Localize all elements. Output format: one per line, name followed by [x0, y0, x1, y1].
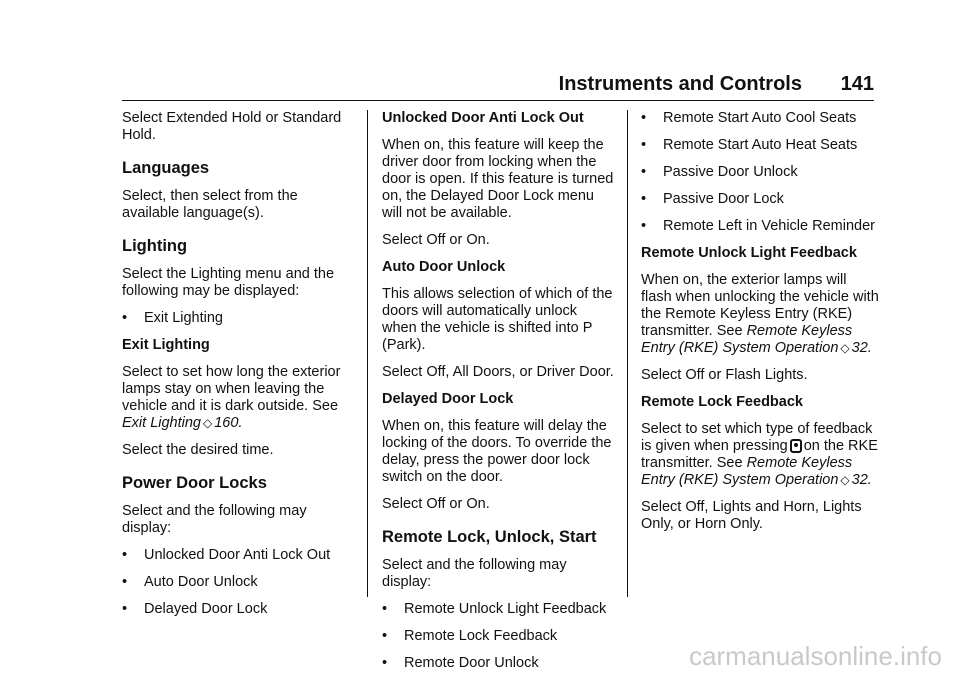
bullet-icon: •: [122, 547, 128, 563]
subheading: Auto Door Unlock: [382, 259, 506, 275]
cross-reference-link[interactable]: Remote Keyless Entry (RKE) System Operation ◇ 32.: [641, 455, 872, 488]
subheading: Exit Lighting: [122, 337, 210, 353]
column-1: [122, 110, 347, 628]
paragraph: When on, this feature will keep the driver door from locking when the door is open. If this feature is turned on, the Delayed Door Lock menu will not be available.: [382, 137, 614, 221]
list-item: • Passive Door Unlock: [641, 164, 798, 180]
list-item: • Exit Lighting: [122, 310, 223, 326]
lock-button-icon: [790, 439, 802, 453]
page-reference-icon: ◇: [840, 341, 850, 355]
paragraph: Select Off or On.: [382, 496, 490, 512]
list-item: • Delayed Door Lock: [122, 601, 268, 617]
bullet-icon: •: [382, 628, 388, 644]
paragraph: Select Extended Hold or Standard Hold.: [122, 110, 342, 143]
paragraph: Select, then select from the available language(s).: [122, 188, 298, 221]
bullet-icon: •: [122, 601, 128, 617]
bullet-icon: •: [382, 601, 388, 617]
page-reference-icon: ◇: [203, 416, 213, 430]
paragraph: Select the Lighting menu and the following may be displayed:: [122, 266, 335, 299]
bullet-icon: •: [641, 218, 647, 234]
list-item: • Remote Left in Vehicle Reminder: [641, 218, 875, 234]
paragraph: Select to set which type of feedback is given when pressing on the RKE transmitter. See Remote Keyless Entry (RKE) System Operation ◇ 32.: [641, 421, 878, 488]
list-item: • Remote Unlock Light Feedback: [382, 601, 607, 617]
subheading: Unlocked Door Anti Lock Out: [382, 110, 584, 126]
bullet-icon: •: [122, 574, 128, 590]
paragraph: Select and the following may display:: [122, 503, 307, 536]
column-3: [641, 110, 881, 543]
page-header: [122, 70, 874, 98]
page-number: 141: [840, 73, 874, 95]
list-item: • Remote Start Auto Heat Seats: [641, 137, 858, 153]
list-item: • Remote Door Unlock: [382, 655, 539, 671]
header-rule: [122, 100, 874, 101]
paragraph: When on, the exterior lamps will flash when unlocking the vehicle with the Remote Keyless Entry (RKE) transmitter. See Remote Keyless Entry (RKE) System Operation ◇ 32.: [641, 272, 879, 356]
list-item: • Unlocked Door Anti Lock Out: [122, 547, 331, 563]
subheading: Remote Lock Feedback: [641, 394, 803, 410]
paragraph: When on, this feature will delay the locking of the doors. To override the delay, press the power door lock switch on the door.: [382, 418, 612, 485]
subheading: Delayed Door Lock: [382, 391, 514, 407]
paragraph: Select Off, Lights and Horn, Lights Only, or Horn Only.: [641, 499, 862, 532]
paragraph: Select to set how long the exterior lamps stay on when leaving the vehicle and it is dark outside. See Exit Lighting ◇ 160.: [122, 364, 341, 431]
column-divider: [627, 110, 628, 597]
paragraph: Select Off, All Doors, or Driver Door.: [382, 364, 614, 380]
cross-reference-link[interactable]: Exit Lighting ◇ 160.: [122, 415, 243, 431]
list-item: • Passive Door Lock: [641, 191, 784, 207]
section-title: Instruments and Controls: [558, 73, 802, 95]
paragraph: Select and the following may display:: [382, 557, 567, 590]
paragraph: Select Off or On.: [382, 232, 490, 248]
heading-power-door-locks: Power Door Locks: [122, 474, 267, 492]
list-item: • Remote Start Auto Cool Seats: [641, 110, 857, 126]
page-reference-icon: ◇: [840, 473, 850, 487]
watermark: carmanualsonline.info: [689, 641, 942, 671]
paragraph: Select Off or Flash Lights.: [641, 367, 808, 383]
heading-languages: Languages: [122, 159, 210, 177]
bullet-icon: •: [641, 137, 647, 153]
heading-remote: Remote Lock, Unlock, Start: [382, 528, 597, 546]
cross-reference-link[interactable]: Remote Keyless Entry (RKE) System Operation ◇ 32.: [641, 323, 872, 356]
list-item: • Auto Door Unlock: [122, 574, 258, 590]
heading-lighting: Lighting: [122, 237, 188, 255]
subheading: Remote Unlock Light Feedback: [641, 245, 857, 261]
bullet-icon: •: [641, 191, 647, 207]
paragraph: This allows selection of which of the doors will automatically unlock when the vehicle is shifted into P (Park).: [382, 286, 613, 353]
bullet-icon: •: [382, 655, 388, 671]
paragraph: Select the desired time.: [122, 442, 274, 458]
column-divider: [367, 110, 368, 597]
bullet-icon: •: [641, 110, 647, 126]
column-2: [382, 110, 614, 682]
bullet-icon: •: [641, 164, 647, 180]
bullet-icon: •: [122, 310, 128, 326]
list-item: • Remote Lock Feedback: [382, 628, 558, 644]
